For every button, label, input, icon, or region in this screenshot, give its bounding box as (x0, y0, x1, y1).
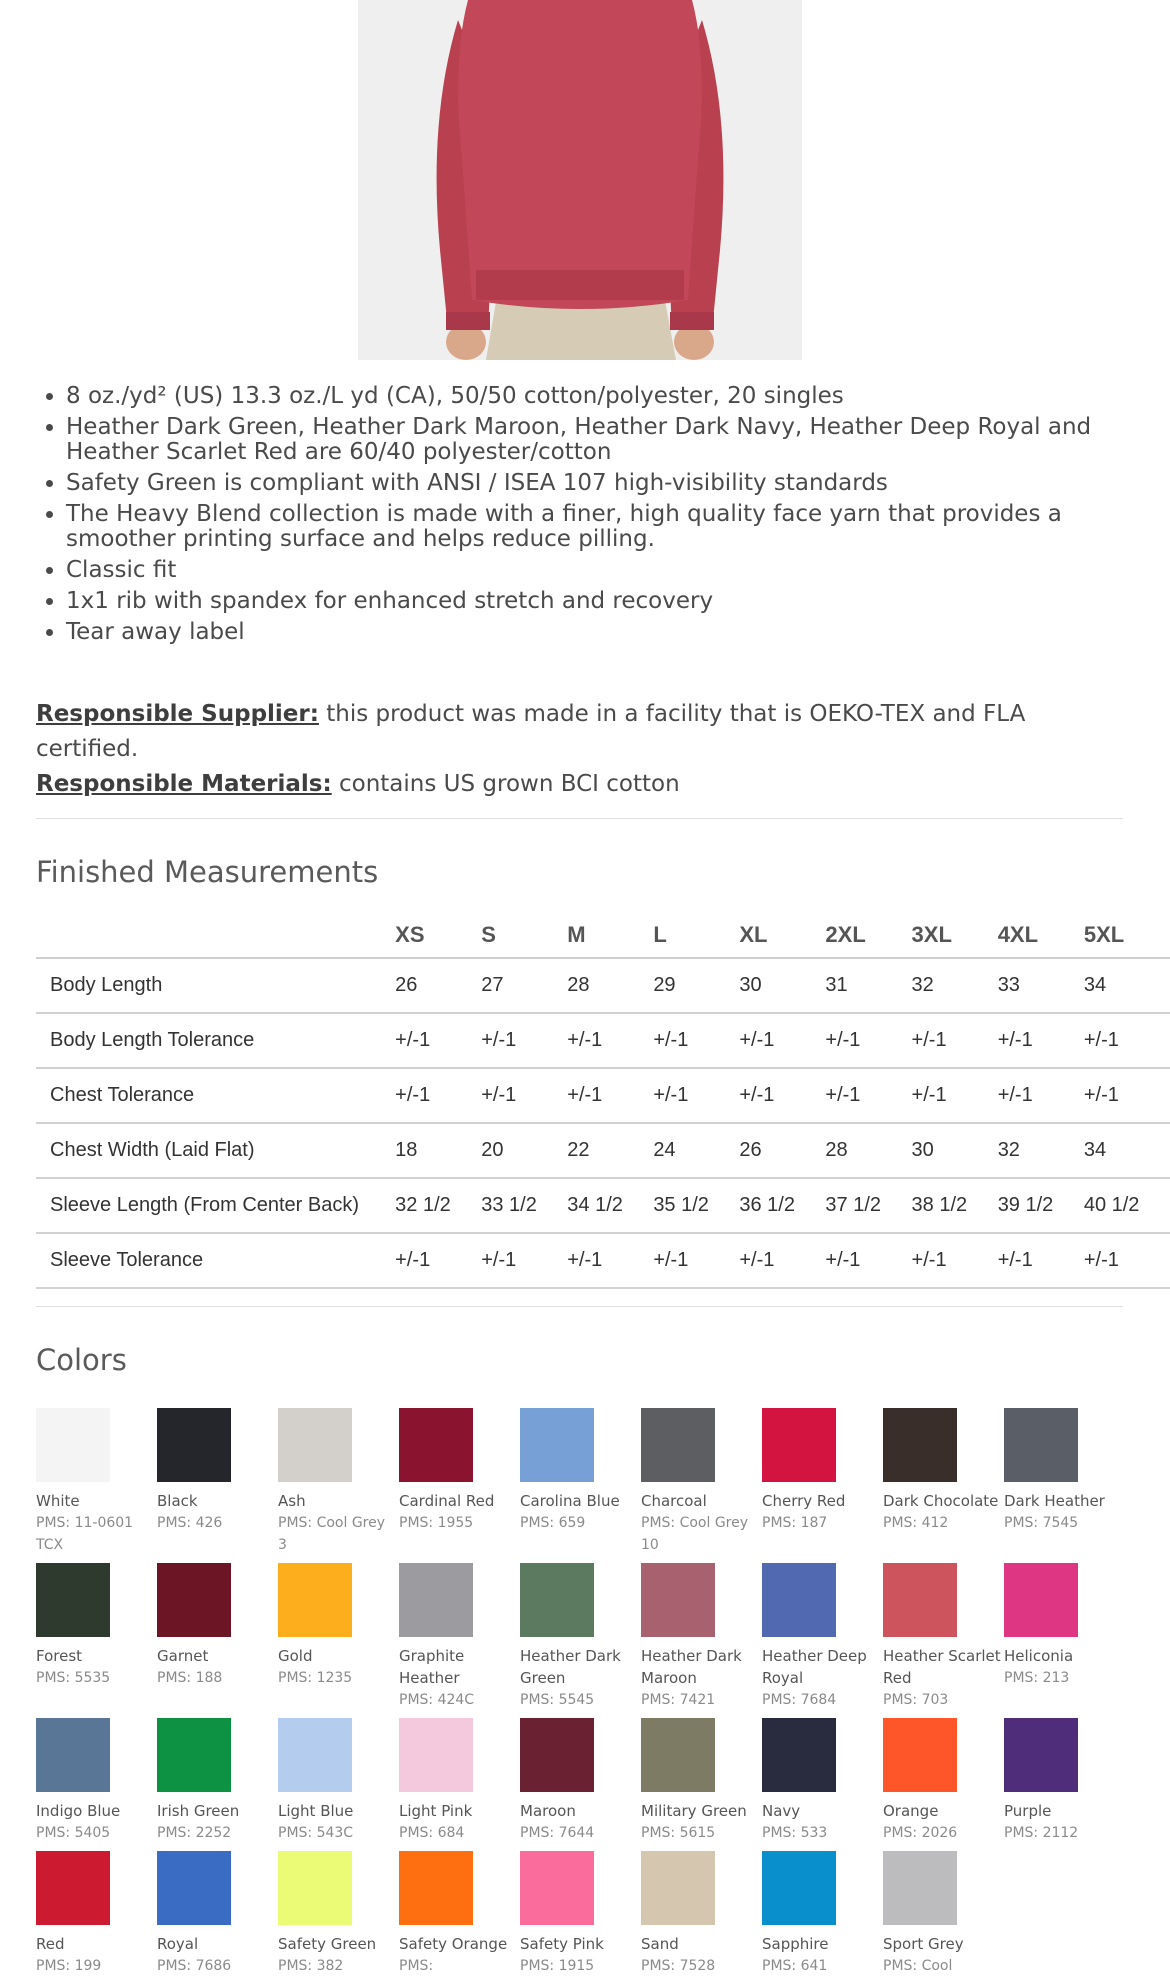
color-chip[interactable] (157, 1408, 231, 1482)
size-header: XL (739, 913, 825, 958)
color-pms: PMS: 7545 (1004, 1515, 1079, 1531)
color-pms: PMS: 1955 (399, 1515, 474, 1531)
color-chip[interactable] (1004, 1408, 1078, 1482)
color-chip[interactable] (762, 1563, 836, 1637)
color-pms: PMS: 1915 (520, 1958, 595, 1974)
color-name: Sapphire (762, 1935, 829, 1953)
color-name: Maroon (520, 1802, 576, 1820)
color-swatch[interactable] (157, 1563, 277, 1689)
feature-item: • Tear away label (66, 620, 1156, 645)
color-swatch[interactable] (399, 1563, 519, 1711)
table-cell: 28 (825, 1123, 911, 1178)
table-cell: 22 (567, 1123, 653, 1178)
color-name: Sport Grey (883, 1935, 964, 1953)
color-pms: PMS: 684 (399, 1825, 465, 1841)
color-name: Heliconia (1004, 1647, 1074, 1665)
table-cell: 39 1/2 (998, 1178, 1084, 1233)
color-name: Cardinal Red (399, 1492, 495, 1510)
color-swatch[interactable] (641, 1563, 761, 1711)
color-name: Navy (762, 1802, 801, 1820)
size-header: L (653, 913, 739, 958)
table-cell: 32 (998, 1123, 1084, 1178)
color-name: Charcoal (641, 1492, 707, 1510)
feature-item: • Heather Dark Green, Heather Dark Maroon, Heather Dark Navy, Heather Deep Royal and Heather Scarlet Red are 60/40 polyester/cotton (66, 415, 1156, 465)
row-label: Sleeve Tolerance (36, 1233, 395, 1288)
color-pms: PMS: 11-0601 TCX (36, 1515, 134, 1553)
table-cell: +/-1 (739, 1233, 825, 1288)
color-name: Military Green (641, 1802, 747, 1820)
responsible-materials (36, 767, 1126, 802)
color-name: Orange (883, 1802, 939, 1820)
table-cell: +/-1 (395, 1013, 481, 1068)
table-cell: 33 1/2 (481, 1178, 567, 1233)
color-pms: PMS: 7686 (157, 1958, 232, 1974)
table-row (36, 1233, 1170, 1288)
responsible-materials-label: Responsible Materials: (36, 771, 332, 797)
color-swatch[interactable] (762, 1851, 882, 1977)
color-swatch[interactable] (883, 1851, 1003, 1977)
table-cell: +/-1 (481, 1068, 567, 1123)
color-pms: PMS: 533 (762, 1825, 828, 1841)
header-blank (36, 913, 395, 958)
color-pms: PMS: Cool Grey 3 (278, 1515, 386, 1553)
table-row (36, 958, 1170, 1013)
color-pms: PMS: Cool (883, 1958, 953, 1974)
table-cell: +/-1 (1084, 1013, 1170, 1068)
color-swatch[interactable] (1004, 1563, 1124, 1689)
feature-item: • The Heavy Blend collection is made with a finer, high quality face yarn that provides a smoother printing surface and helps reduce pilling. (66, 502, 1156, 552)
color-swatch[interactable] (36, 1408, 156, 1556)
color-pms: PMS: (399, 1958, 434, 1974)
color-pms: PMS: 188 (157, 1670, 223, 1686)
responsible-materials-text: contains US grown BCI cotton (331, 771, 680, 797)
table-cell: 26 (739, 1123, 825, 1178)
color-pms: PMS: 424C (399, 1692, 475, 1708)
table-cell: +/-1 (1084, 1068, 1170, 1123)
color-chip[interactable] (399, 1718, 473, 1792)
color-chip[interactable] (883, 1408, 957, 1482)
color-swatch[interactable] (641, 1718, 761, 1844)
table-cell: 38 1/2 (912, 1178, 998, 1233)
table-cell: 35 1/2 (653, 1178, 739, 1233)
table-row (36, 1123, 1170, 1178)
color-swatch[interactable] (36, 1563, 156, 1689)
table-cell: +/-1 (912, 1013, 998, 1068)
responsible-supplier-label: Responsible Supplier: (36, 701, 319, 727)
row-label: Chest Width (Laid Flat) (36, 1123, 395, 1178)
size-header: 2XL (825, 913, 911, 958)
color-name: Heather Dark Green (520, 1647, 621, 1687)
row-label: Body Length Tolerance (36, 1013, 395, 1068)
table-row (36, 1013, 1170, 1068)
color-pms: PMS: 2252 (157, 1825, 232, 1841)
color-swatch[interactable] (762, 1408, 882, 1534)
color-name: Heather Dark Maroon (641, 1647, 742, 1687)
color-swatch[interactable] (641, 1851, 761, 1977)
table-cell: 36 1/2 (739, 1178, 825, 1233)
color-pms: PMS: 187 (762, 1515, 828, 1531)
color-pms: PMS: 659 (520, 1515, 586, 1531)
color-chip[interactable] (36, 1718, 110, 1792)
color-chip[interactable] (278, 1408, 352, 1482)
color-name: Purple (1004, 1802, 1052, 1820)
measurements-title: Finished Measurements (36, 855, 379, 889)
color-pms: PMS: 1235 (278, 1670, 353, 1686)
table-cell: 20 (481, 1123, 567, 1178)
table-cell: +/-1 (739, 1013, 825, 1068)
table-cell: 24 (653, 1123, 739, 1178)
color-name: Heather Deep Royal (762, 1647, 867, 1687)
color-swatch[interactable] (399, 1718, 519, 1844)
color-pms: PMS: 7684 (762, 1692, 837, 1708)
table-header-row (36, 913, 1170, 958)
color-chip[interactable] (520, 1563, 594, 1637)
color-chip[interactable] (36, 1851, 110, 1925)
color-swatch[interactable] (157, 1851, 277, 1977)
color-swatch[interactable] (520, 1851, 640, 1977)
color-chip[interactable] (36, 1563, 110, 1637)
color-chip[interactable] (641, 1408, 715, 1482)
table-cell: 18 (395, 1123, 481, 1178)
colors-title: Colors (36, 1343, 127, 1377)
color-swatch[interactable] (762, 1718, 882, 1844)
color-pms: PMS: 426 (157, 1515, 223, 1531)
color-swatch[interactable] (1004, 1408, 1124, 1534)
measurements-table (36, 913, 1170, 1289)
color-name: Indigo Blue (36, 1802, 121, 1820)
color-name: Irish Green (157, 1802, 240, 1820)
color-swatch[interactable] (278, 1563, 398, 1689)
table-cell: 34 1/2 (567, 1178, 653, 1233)
table-cell: 32 1/2 (395, 1178, 481, 1233)
color-swatch[interactable] (399, 1851, 519, 1977)
feature-item: • 1x1 rib with spandex for enhanced stretch and recovery (66, 589, 1156, 614)
table-cell: 34 (1084, 958, 1170, 1013)
color-pms: PMS: 5545 (520, 1692, 595, 1708)
color-name: Dark Chocolate (883, 1492, 999, 1510)
table-cell: +/-1 (998, 1233, 1084, 1288)
color-chip[interactable] (399, 1851, 473, 1925)
table-cell: 34 (1084, 1123, 1170, 1178)
color-swatch[interactable] (157, 1718, 277, 1844)
color-name: Graphite Heather (399, 1647, 465, 1687)
color-pms: PMS: 412 (883, 1515, 949, 1531)
color-name: Gold (278, 1647, 313, 1665)
color-pms: PMS: 7528 (641, 1958, 716, 1974)
color-name: Light Blue (278, 1802, 354, 1820)
color-chip[interactable] (278, 1718, 352, 1792)
color-pms: PMS: 543C (278, 1825, 354, 1841)
color-name: Sand (641, 1935, 679, 1953)
table-row (36, 1178, 1170, 1233)
feature-item: • 8 oz./yd² (US) 13.3 oz./L yd (CA), 50/50 cotton/polyester, 20 singles (66, 384, 1156, 409)
color-chip[interactable] (520, 1718, 594, 1792)
color-name: White (36, 1492, 80, 1510)
color-swatch[interactable] (883, 1718, 1003, 1844)
color-chip[interactable] (399, 1408, 473, 1482)
size-header: XS (395, 913, 481, 958)
table-cell: +/-1 (653, 1233, 739, 1288)
color-pms: PMS: 382 (278, 1958, 344, 1974)
table-cell: +/-1 (567, 1013, 653, 1068)
table-cell: 30 (739, 958, 825, 1013)
table-cell: +/-1 (825, 1068, 911, 1123)
color-swatch[interactable] (520, 1408, 640, 1534)
color-swatch[interactable] (36, 1718, 156, 1844)
color-name: Dark Heather (1004, 1492, 1105, 1510)
color-pms: PMS: 641 (762, 1958, 828, 1974)
color-swatch[interactable] (157, 1408, 277, 1534)
feature-item: • Safety Green is compliant with ANSI / ISEA 107 high-visibility standards (66, 471, 1156, 496)
color-chip[interactable] (1004, 1718, 1078, 1792)
color-swatch[interactable] (520, 1718, 640, 1844)
color-chip[interactable] (36, 1408, 110, 1482)
color-swatch[interactable] (278, 1408, 398, 1556)
color-name: Cherry Red (762, 1492, 846, 1510)
color-name: Safety Orange (399, 1935, 508, 1953)
table-cell: +/-1 (998, 1013, 1084, 1068)
table-cell: 29 (653, 958, 739, 1013)
table-cell: +/-1 (998, 1068, 1084, 1123)
color-swatch[interactable] (399, 1408, 519, 1534)
color-swatch[interactable] (883, 1563, 1003, 1711)
product-image (358, 0, 802, 360)
color-swatch[interactable] (36, 1851, 156, 1977)
table-cell: 28 (567, 958, 653, 1013)
color-name: Carolina Blue (520, 1492, 620, 1510)
table-cell: +/-1 (825, 1013, 911, 1068)
row-label: Sleeve Length (From Center Back) (36, 1178, 395, 1233)
color-pms: PMS: 7421 (641, 1692, 716, 1708)
color-swatch[interactable] (1004, 1718, 1124, 1844)
color-swatch[interactable] (762, 1563, 882, 1711)
divider (36, 1306, 1123, 1307)
responsible-supplier-text: this product was made in a facility that is OEKO-TEX and FLA certified. (36, 701, 1026, 762)
color-name: Black (157, 1492, 198, 1510)
color-swatch[interactable] (278, 1851, 398, 1977)
color-chip[interactable] (762, 1718, 836, 1792)
table-cell: 32 (912, 958, 998, 1013)
table-cell: 40 1/2 (1084, 1178, 1170, 1233)
color-chip[interactable] (1004, 1563, 1078, 1637)
color-swatch[interactable] (883, 1408, 1003, 1534)
table-cell: +/-1 (481, 1013, 567, 1068)
table-cell: 27 (481, 958, 567, 1013)
color-name: Safety Green (278, 1935, 377, 1953)
size-header: S (481, 913, 567, 958)
color-swatch[interactable] (278, 1718, 398, 1844)
row-label: Body Length (36, 958, 395, 1013)
color-chip[interactable] (399, 1563, 473, 1637)
color-pms: PMS: 2026 (883, 1825, 958, 1841)
color-chip[interactable] (157, 1718, 231, 1792)
table-cell: +/-1 (653, 1068, 739, 1123)
color-chip[interactable] (157, 1563, 231, 1637)
color-chip[interactable] (883, 1851, 957, 1925)
table-cell: +/-1 (653, 1013, 739, 1068)
color-swatch[interactable] (520, 1563, 640, 1711)
table-cell: +/-1 (912, 1068, 998, 1123)
table-cell: +/-1 (395, 1068, 481, 1123)
table-cell: 30 (912, 1123, 998, 1178)
color-pms: PMS: 5405 (36, 1825, 111, 1841)
color-chip[interactable] (641, 1563, 715, 1637)
color-swatch[interactable] (641, 1408, 761, 1556)
color-chip[interactable] (520, 1851, 594, 1925)
table-cell: +/-1 (567, 1068, 653, 1123)
row-label: Chest Tolerance (36, 1068, 395, 1123)
table-row (36, 1068, 1170, 1123)
divider (36, 818, 1123, 819)
color-pms: PMS: 2112 (1004, 1825, 1079, 1841)
color-chip[interactable] (762, 1408, 836, 1482)
responsible-supplier (36, 697, 1126, 767)
color-pms: PMS: 7644 (520, 1825, 595, 1841)
feature-list (36, 384, 1156, 651)
color-name: Red (36, 1935, 65, 1953)
color-name: Safety Pink (520, 1935, 604, 1953)
color-pms: PMS: 5615 (641, 1825, 716, 1841)
feature-item: • Classic fit (66, 558, 1156, 583)
color-name: Forest (36, 1647, 83, 1665)
table-cell: 26 (395, 958, 481, 1013)
size-header: M (567, 913, 653, 958)
color-chip[interactable] (762, 1851, 836, 1925)
table-cell: +/-1 (1084, 1233, 1170, 1288)
color-name: Royal (157, 1935, 199, 1953)
color-name: Ash (278, 1492, 306, 1510)
table-cell: +/-1 (825, 1233, 911, 1288)
color-pms: PMS: 703 (883, 1692, 949, 1708)
color-chip[interactable] (883, 1563, 957, 1637)
size-header: 4XL (998, 913, 1084, 958)
color-chip[interactable] (520, 1408, 594, 1482)
table-cell: +/-1 (567, 1233, 653, 1288)
color-chip[interactable] (883, 1718, 957, 1792)
color-chip[interactable] (278, 1851, 352, 1925)
table-cell: +/-1 (912, 1233, 998, 1288)
color-chip[interactable] (641, 1851, 715, 1925)
color-chip[interactable] (641, 1718, 715, 1792)
color-name: Heather Scarlet Red (883, 1647, 1001, 1687)
color-pms: PMS: 199 (36, 1958, 102, 1974)
color-name: Garnet (157, 1647, 209, 1665)
table-cell: +/-1 (739, 1068, 825, 1123)
color-pms: PMS: 213 (1004, 1670, 1070, 1686)
table-cell: 37 1/2 (825, 1178, 911, 1233)
table-cell: +/-1 (481, 1233, 567, 1288)
color-name: Light Pink (399, 1802, 473, 1820)
size-header: 3XL (912, 913, 998, 958)
color-chip[interactable] (278, 1563, 352, 1637)
table-cell: 31 (825, 958, 911, 1013)
color-chip[interactable] (157, 1851, 231, 1925)
size-header: 5XL (1084, 913, 1170, 958)
table-cell: 33 (998, 958, 1084, 1013)
table-cell: +/-1 (395, 1233, 481, 1288)
color-pms: PMS: 5535 (36, 1670, 111, 1686)
color-pms: PMS: Cool Grey 10 (641, 1515, 749, 1553)
